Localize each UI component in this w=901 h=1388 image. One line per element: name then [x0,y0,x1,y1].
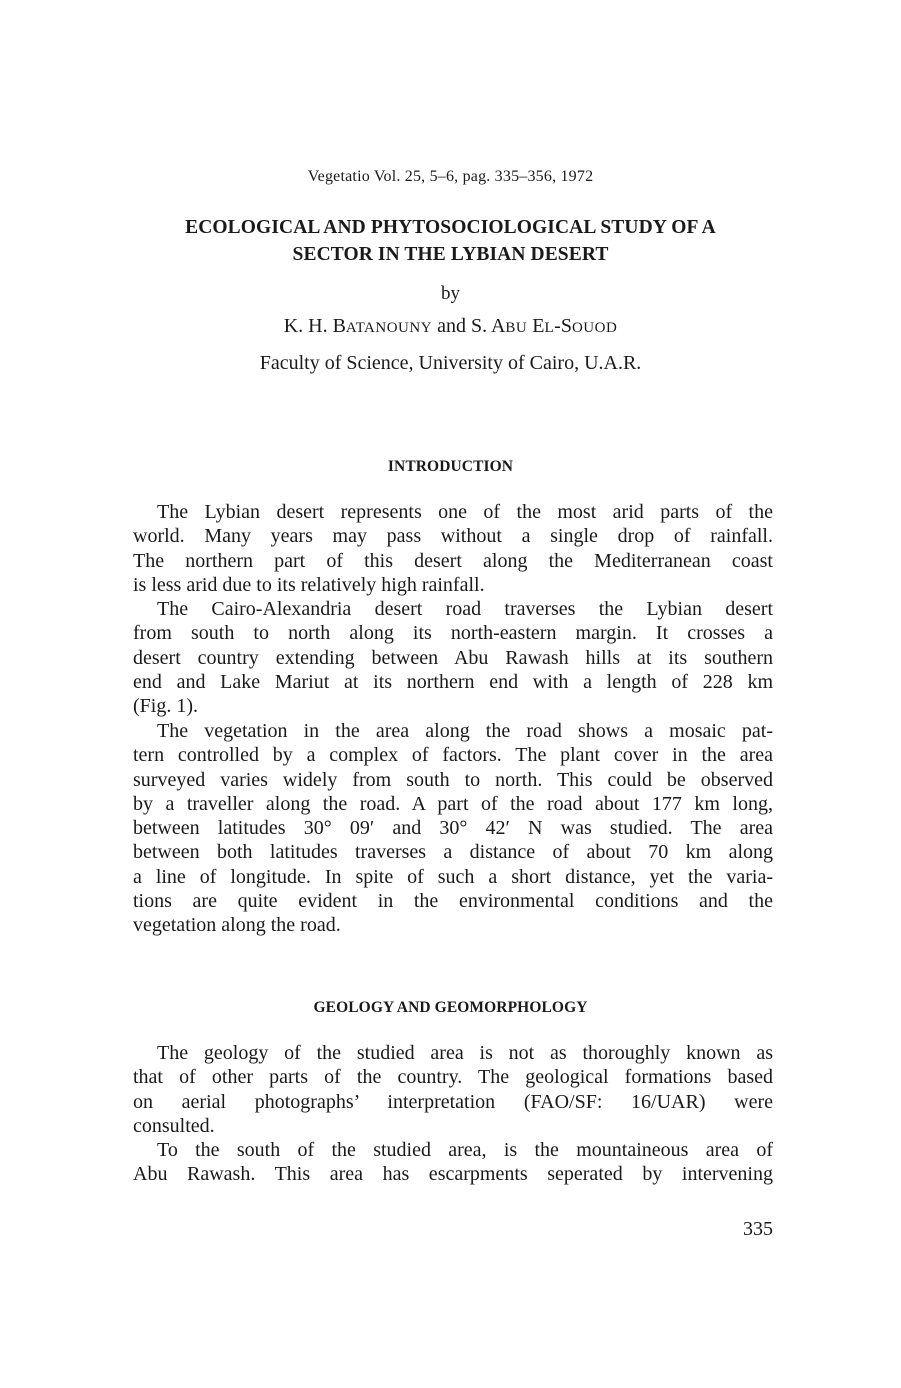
text-line: The geology of the studied area is not as thoroughly known as [157,1042,773,1064]
geology-paragraph-2 [133,1138,773,1187]
introduction-heading: INTRODUCTION [387,458,514,475]
text-line: desert country extending between Abu Rawash hills at its southern [133,646,773,669]
text-line: (Fig. 1). [133,695,198,718]
text-line: from south to north along its north-eastern margin. It crosses a [133,622,773,645]
text-line: vegetation along the road. [133,914,341,937]
author2-cap-e: E [532,315,545,337]
author1-surname-cap: B [332,315,346,337]
text-line: The northern part of this desert along the Mediterranean coast [133,549,773,572]
text-line: end and Lake Mariut at its northern end with a length of 228 km [133,670,773,693]
text-line: consulted. [133,1114,215,1137]
text-line: The Cairo-Alexandria desert road traverses the Lybian desert [157,598,773,620]
text-line: that of other parts of the country. The geological formations based [133,1066,773,1089]
journal-reference: Vegetatio Vol. 25, 5–6, pag. 335–356, 1972 [307,168,594,185]
text-line: a line of longitude. In spite of such a short distance, yet the varia- [133,865,773,888]
authors [0,315,901,338]
page-number: 335 [743,1218,773,1240]
author2-smallcaps-ouod: OUOD [571,320,618,336]
author1-initials: K. H. [283,315,333,337]
introduction-paragraph-2 [133,597,773,718]
text-line: between both latitudes traverses a distance of about 70 km along [133,841,773,864]
title-line-1: ECOLOGICAL AND PHYTOSOCIOLOGICAL STUDY OF A [185,217,716,238]
text-line: The vegetation in the area along the road shows a mosaic pat- [157,720,773,742]
author1-surname-smallcaps: ATANOUNY [345,320,433,336]
text-line: tern controlled by a complex of factors. The plant cover in the area [133,744,773,767]
text-line: by a traveller along the road. A part of the road about 177 km long, [133,792,773,815]
text-line: is less arid due to its relatively high rainfall. [133,573,485,596]
author2-smallcaps-l: L [544,320,555,336]
text-line: The Lybian desert represents one of the most arid parts of the [157,501,773,523]
text-line: Abu Rawash. This area has escarpments seperated by intervening [133,1163,773,1186]
text-line: world. Many years may pass without a single drop of rainfall. [133,525,773,548]
text-line: surveyed varies widely from south to north. This could be observed [133,768,773,791]
title-line-2: SECTOR IN THE LYBIAN DESERT [292,244,609,265]
author2-smallcaps-bu: BU [505,320,528,336]
author2-dash: - [554,315,561,337]
paper-title [100,214,801,268]
author2-cap-s: S [560,315,572,337]
geology-paragraph-1 [133,1041,773,1138]
by-line: by [441,283,460,304]
text-line: between latitudes 30° 09′ and 30° 42′ N was studied. The area [133,817,773,840]
affiliation: Faculty of Science, University of Cairo, U.A.R. [259,352,642,374]
text-line: on aerial photographs’ interpretation (FAO/SF: 16/UAR) were [133,1090,773,1113]
text-line: tions are quite evident in the environmental conditions and the [133,890,773,913]
geology-heading: GEOLOGY AND GEOMORPHOLOGY [313,999,588,1016]
authors-and: and S. [432,315,491,337]
text-line: To the south of the studied area, is the mountaineous area of [157,1139,773,1161]
introduction-paragraph-1 [133,500,773,597]
introduction-paragraph-3 [133,719,773,938]
author2-cap-a: A [490,315,506,337]
